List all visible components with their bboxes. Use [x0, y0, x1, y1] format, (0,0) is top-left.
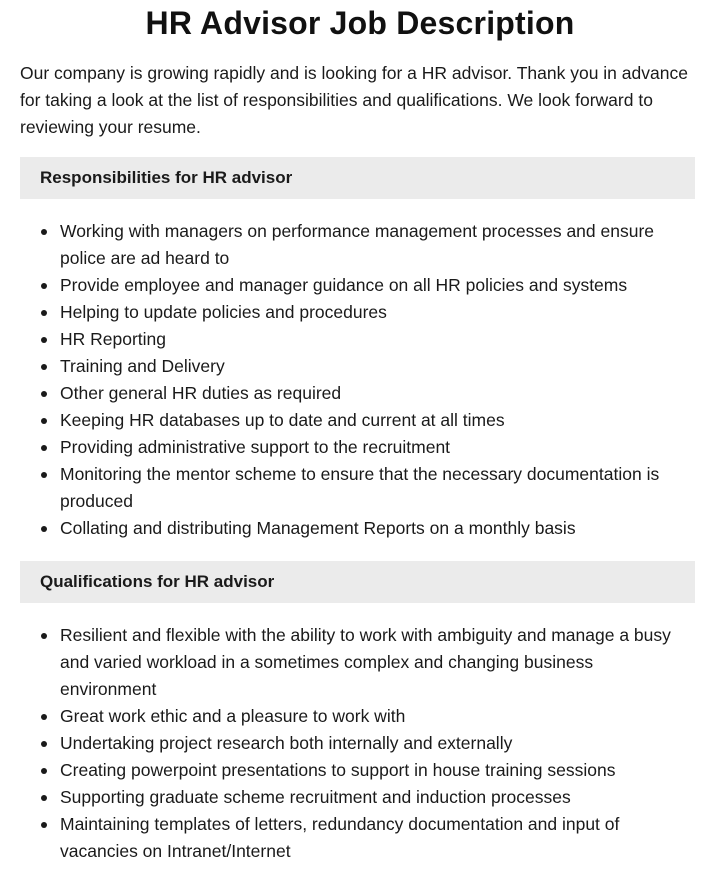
list-item	[20, 353, 692, 380]
bullet-icon	[41, 229, 47, 235]
page-title: HR Advisor Job Description	[145, 5, 575, 41]
list-item-text: Provide employee and manager guidance on all HR policies and systems	[60, 275, 628, 295]
list-item-text: Collating and distributing Management Reports on a monthly basis	[60, 518, 576, 538]
bullet-icon	[41, 391, 47, 397]
list-item	[20, 811, 692, 865]
list-item-text: Creating powerpoint presentations to support in house training sessions	[60, 760, 616, 780]
bullet-icon	[41, 768, 47, 774]
list-item-text: Keeping HR databases up to date and current at all times	[60, 410, 505, 430]
list-item-text: Helping to update policies and procedures	[60, 302, 387, 322]
bullet-icon	[41, 337, 47, 343]
list-item-text: Other general HR duties as required	[60, 383, 342, 403]
list-item	[20, 380, 692, 407]
list-item	[20, 730, 692, 757]
bullet-icon	[41, 445, 47, 451]
bullet-icon	[41, 310, 47, 316]
qualifications-list	[20, 622, 692, 865]
bullet-icon	[41, 283, 47, 289]
bullet-icon	[41, 633, 47, 639]
list-item-text: Training and Delivery	[60, 356, 225, 376]
list-item	[20, 703, 692, 730]
list-item-text: Great work ethic and a pleasure to work with	[60, 706, 406, 726]
list-item	[20, 757, 692, 784]
list-item-text: Undertaking project research both internally and externally	[60, 733, 513, 753]
list-item	[20, 622, 692, 703]
responsibilities-list	[20, 218, 692, 542]
qualifications-heading: Qualifications for HR advisor	[20, 561, 695, 603]
list-item	[20, 299, 692, 326]
list-item	[20, 461, 692, 515]
list-item-text: Monitoring the mentor scheme to ensure that the necessary documentation is produced	[60, 464, 660, 511]
intro-paragraph: Our company is growing rapidly and is looking for a HR advisor. Thank you in advance for taking a look at the list of responsibilities and qualifications. We look forward to reviewing your resume.	[20, 63, 688, 137]
list-item	[20, 326, 692, 353]
list-item-text: Providing administrative support to the recruitment	[60, 437, 451, 457]
list-item	[20, 218, 692, 272]
responsibilities-heading: Responsibilities for HR advisor	[20, 157, 695, 199]
list-item	[20, 272, 692, 299]
bullet-icon	[41, 795, 47, 801]
bullet-icon	[41, 822, 47, 828]
bullet-icon	[41, 741, 47, 747]
list-item-text: Working with managers on performance management processes and ensure police are ad heard to	[60, 221, 655, 268]
list-item	[20, 407, 692, 434]
list-item	[20, 434, 692, 461]
list-item-text: Resilient and flexible with the ability to work with ambiguity and manage a busy and varied workload in a sometimes complex and changing business environment	[60, 625, 671, 699]
list-item-text: HR Reporting	[60, 329, 167, 349]
bullet-icon	[41, 714, 47, 720]
list-item	[20, 515, 692, 542]
bullet-icon	[41, 418, 47, 424]
bullet-icon	[41, 526, 47, 532]
list-item-text: Supporting graduate scheme recruitment and induction processes	[60, 787, 571, 807]
bullet-icon	[41, 472, 47, 478]
list-item	[20, 784, 692, 811]
bullet-icon	[41, 364, 47, 370]
list-item-text: Maintaining templates of letters, redundancy documentation and input of vacancies on Intranet/Internet	[60, 814, 620, 861]
